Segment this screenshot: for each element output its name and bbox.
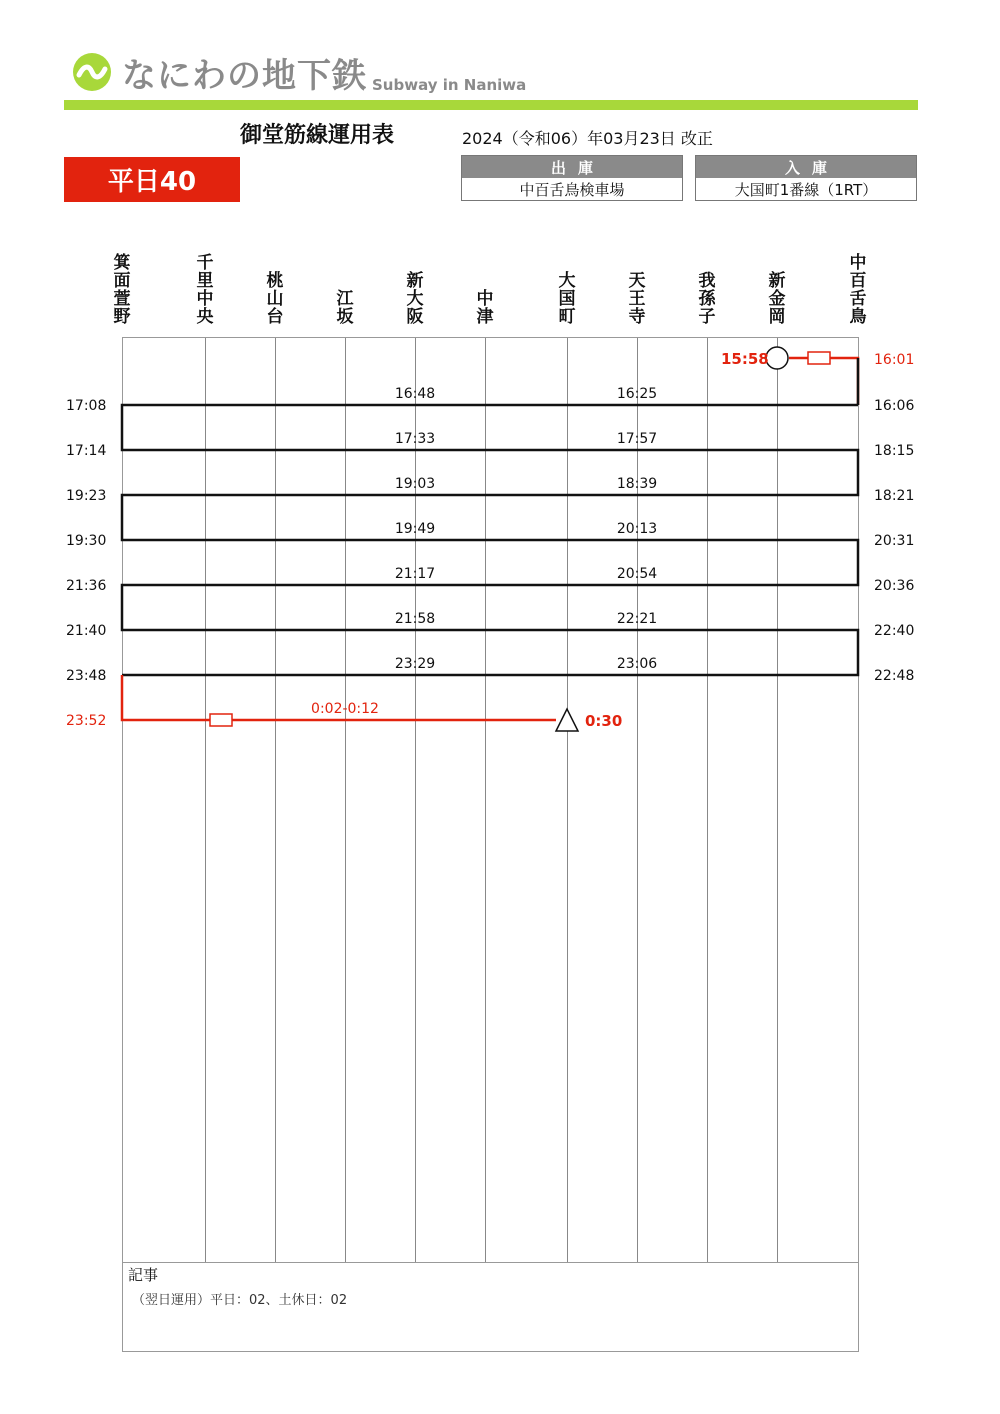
depart-circle-marker xyxy=(766,347,788,369)
left-time: 21:40 xyxy=(66,623,107,639)
notes-text: （翌日運用）平日：02、土休日：02 xyxy=(132,1293,348,1308)
tennoji-time: 20:54 xyxy=(616,566,658,582)
right-time: 22:48 xyxy=(874,668,915,684)
station-nakatsu: 中 津 xyxy=(476,289,494,327)
row-3 xyxy=(66,521,914,549)
left-time: 21:36 xyxy=(66,578,107,594)
right-time: 18:15 xyxy=(874,443,915,459)
shin-osaka-time: 21:58 xyxy=(394,611,436,627)
depot-arrive-time: 16:01 xyxy=(874,352,915,368)
left-time: 17:08 xyxy=(66,398,107,414)
tennoji-time: 22:21 xyxy=(616,611,658,627)
brand-name: なにわの地下鉄 xyxy=(122,56,367,96)
service-run-path xyxy=(122,405,858,675)
shin-osaka-time: 23:29 xyxy=(394,656,436,672)
notes-title: 記事 xyxy=(128,1266,159,1284)
right-time: 18:21 xyxy=(874,488,915,504)
left-time: 17:14 xyxy=(66,443,107,459)
arrive-value: 大国町1番線（1RT） xyxy=(734,180,878,199)
station-nakamozu: 中 百 舌 鳥 xyxy=(849,253,867,327)
final-deadhead-run xyxy=(66,675,622,731)
shin-osaka-time: 17:33 xyxy=(394,431,436,447)
brand-subtitle: Subway in Naniwa xyxy=(372,76,527,94)
badge-label: 平日40 xyxy=(107,167,197,197)
arrive-triangle-marker xyxy=(556,709,578,731)
shin-osaka-time: 16:48 xyxy=(394,386,436,402)
row-0 xyxy=(66,386,914,414)
row-4 xyxy=(66,566,914,594)
row-2 xyxy=(66,476,914,504)
station-abiko: 我 孫 子 xyxy=(698,271,716,327)
left-time: 19:30 xyxy=(66,533,107,549)
shin-osaka-time: 19:03 xyxy=(394,476,436,492)
tennoji-time: 23:06 xyxy=(616,656,658,672)
depart-value: 中百舌鳥検車場 xyxy=(519,180,625,199)
row-5 xyxy=(66,611,914,639)
final-end-time: 0:30 xyxy=(585,712,623,730)
tennoji-time: 16:25 xyxy=(616,386,658,402)
depart-time: 15:58 xyxy=(721,350,769,368)
via-time: 0:02-0:12 xyxy=(311,701,379,717)
station-daikokucho: 大 国 町 xyxy=(558,271,576,327)
tennoji-time: 18:39 xyxy=(616,476,658,492)
left-time: 23:48 xyxy=(66,668,107,684)
left-time: 19:23 xyxy=(66,488,107,504)
arrive-label: 入庫 xyxy=(696,156,916,178)
deadhead-line-depart xyxy=(789,358,858,405)
station-minoh-kayano: 箕 面 萱 野 xyxy=(113,253,131,327)
row-1 xyxy=(66,431,914,459)
document-title: 御堂筋線運用表 xyxy=(240,123,395,148)
depart-deadhead-run xyxy=(721,347,914,405)
pass-marker xyxy=(210,714,232,726)
station-tennoji: 天 王 寺 xyxy=(628,271,646,327)
right-time: 22:40 xyxy=(874,623,915,639)
station-senri-chuo: 千 里 中 央 xyxy=(196,253,214,327)
tennoji-time: 20:13 xyxy=(616,521,658,537)
station-esaka: 江 坂 xyxy=(336,289,354,327)
station-shin-osaka: 新 大 阪 xyxy=(406,271,424,327)
shin-osaka-time: 21:17 xyxy=(394,566,436,582)
diagram-frame xyxy=(123,338,859,1352)
station-momoyamadai: 桃 山 台 xyxy=(266,271,284,327)
right-time: 16:06 xyxy=(874,398,915,414)
right-time: 20:36 xyxy=(874,578,915,594)
right-time: 20:31 xyxy=(874,533,915,549)
station-shinkanaoka: 新 金 岡 xyxy=(768,271,786,327)
row-6 xyxy=(66,656,914,684)
final-depart-time: 23:52 xyxy=(66,713,107,729)
tennoji-time: 17:57 xyxy=(616,431,658,447)
pass-marker xyxy=(808,352,830,364)
shin-osaka-time: 19:49 xyxy=(394,521,436,537)
depart-label: 出庫 xyxy=(462,156,682,178)
revision-date: 2024（令和06）年03月23日 改正 xyxy=(462,129,713,148)
